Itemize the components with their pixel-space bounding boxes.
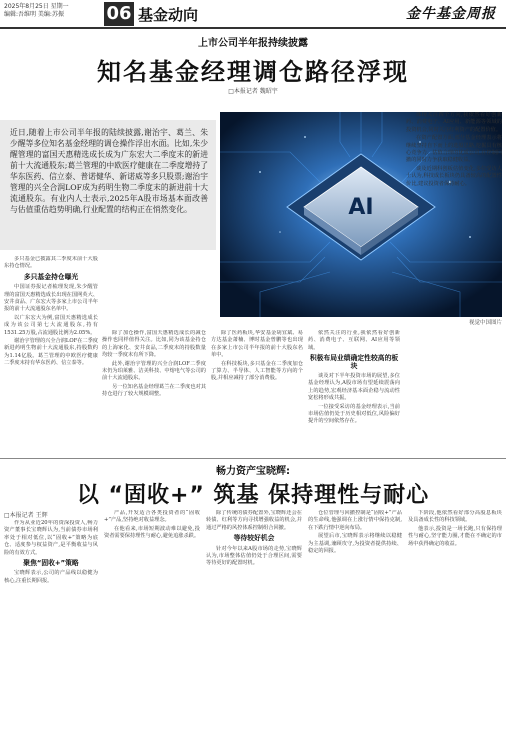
- article1-subheading-2: 积极布局业绩确定性较高的板块: [309, 354, 399, 370]
- paragraph: 作为从业近20年的资深投资人,畅力资产董事长宝晓辉认为,当前债券市场利率处于相对低位,以“固收+”策略为底仓、适度参与权益资产,是平衡收益与风险的有效方式。: [4, 520, 98, 556]
- section-title: 基金动向: [138, 6, 199, 24]
- paragraph: 依然关注的行业,我依然看好创新药、消费电子、互联网、AI应用等领域。: [308, 330, 400, 351]
- paragraph: 在科技板块,多只基金在二季度加仓了算力、半导体、人工智能等方向的个股,并相应减持了部分消费股。: [211, 360, 303, 382]
- paragraph: 仓位管理与回撤控制是“固收+”产品的生命线,他强调在上涨行情中保持克制,在下跌行情中逆向布局。: [308, 510, 402, 531]
- article1-byline: □本报记者 魏昭宇: [228, 88, 278, 95]
- article2-byline: □本报记者 王辉: [4, 512, 48, 519]
- paragraph: 展望后市,宝晓辉表示将继续以稳健为主基调,兼顾攻守,为投资者提供持续、稳定的回报。: [308, 533, 402, 555]
- article1-column-2: [102, 330, 206, 454]
- paragraph: 另一位知名基金经理葛兰在二季度也对其持仓进行了较大规模调整。: [102, 383, 206, 398]
- paragraph: 以广东宏大为例,富国天惠精选成长成为该公司第七大流通股东,持有1531.25万股,占流通股比例为2.05%。: [4, 314, 98, 336]
- article1-column-5: [406, 112, 502, 454]
- article2-title: 以 “固收+” 筑基 保持理性与耐心: [76, 483, 430, 508]
- paragraph: 除了医药板块,华安基金胡宜斌、易方达基金萧楠、博时基金曾鹏等也出现在多家上市公司半年报的前十大股东名单中。: [211, 330, 303, 359]
- article1-lead: 近日,随着上市公司半年报的陆续披露,谢治宇、葛兰、朱少醒等多位知名基金经理的调仓操作浮出水面。比如,朱少醒管理的富国天惠精选成长成为广东宏大二季度末的新进前十大流通股东;葛兰管理的中欧医疗健康在二季度增持了华东医药、信立泰、普诺健华、新诺威等多只股票;谢治宇管理的兴全合润LOF成为药明生物二季度末的新进前十大流通股东。有业内人士表示,2025年A股市场基本面改善与估值重估趋势明确,行业配置的结构正在悄然变化。: [10, 128, 208, 214]
- article2-column-3: [206, 510, 302, 746]
- article2-column-1: [4, 520, 98, 746]
- paragraph: 体现关注四个方向,我依然看好创新药、消费电子、AI应用、新能源等领域的投资机会,同时关注红利资产的配置价值。: [406, 112, 502, 133]
- header-rule: [0, 27, 506, 29]
- paragraph: 下阶段,他依然看好部分高股息板块及具备成长性的科技领域。: [408, 510, 502, 524]
- article-separator: [0, 458, 506, 459]
- paragraph: 除了传统的债券配置外,宝晓辉还会在转债、红利等方向寻找增强收益的机会,并通过严格的风控体系控制组合回撤。: [206, 510, 302, 531]
- masthead-logo: 金牛基金周报: [406, 6, 496, 22]
- article2-supertitle: 畅力资产宝晓辉:: [216, 466, 290, 477]
- article1-column-3: [211, 330, 303, 454]
- paragraph: 多只基金已披露其二季度末前十大股东持仓情况。: [4, 256, 98, 270]
- paragraph: 在他看来,市场短期波动难以避免,投资者需要保持理性与耐心,避免追涨杀跌。: [104, 525, 200, 540]
- article1-lead-box: [0, 120, 216, 250]
- editor-line: 编辑:吾维明 美编:苏振: [4, 11, 64, 18]
- issue-date: [4, 3, 99, 19]
- svg-text:AI: AI: [348, 195, 374, 220]
- article1-title: 知名基金经理调仓路径浮现: [97, 58, 409, 86]
- article1-column-4: [308, 330, 400, 454]
- paragraph: 此外,谢治宇管理的兴全合润LOF二季度末仍为珀莱雅、洁美科技、中熔电气等公司的前十大流通股东。: [102, 360, 206, 382]
- page-header: [0, 0, 506, 30]
- paragraph: 他表示,投资是一场长跑,只有保持理性与耐心,坚守能力圈,才能在不确定的市场中获得确定的收益。: [408, 525, 502, 547]
- article2-subheading-1: 聚焦“固收+”策略: [23, 559, 79, 568]
- date-line: 2025年8月25日 星期一: [4, 3, 69, 10]
- paragraph: 除了加仓操作,富国天惠精选成长的减仓操作也同样值得关注。比如,同为该基金持仓的上海家化、安井食品,二季度末的持股数量均较一季度末有所下降。: [102, 330, 206, 359]
- paragraph: 针对今年以来A股市场的走势,宝晓辉认为,市场整体估值仍处于合理区间,需要等待更好的配置时机。: [206, 545, 302, 567]
- paragraph: 谢治宇管理的兴全合润LOF在二季度新进药明生物前十大流通股东,持股数约为1.14亿股。葛兰管理的中欧医疗健康二季度末持有华东医药、信立泰等。: [4, 338, 98, 367]
- page-number: 06: [104, 2, 134, 26]
- article2-subheading-2: 等待较好机会: [233, 534, 275, 543]
- paragraph: 产品,开发适合各类投资者的“固收+”产品,坚持绝对收益理念。: [104, 510, 200, 524]
- article1-subheading-1: 多只基金持仓曝光: [23, 272, 79, 281]
- article2-column-5: [408, 510, 502, 746]
- paragraph: 一位接受采访的基金经理表示,当前市场估值仍处于历史相对低位,风险偏好提升的空间依然存在。: [308, 403, 400, 425]
- paragraph: 宝晓辉表示,公司的产品线以稳健为核心,注重长期回报。: [4, 570, 98, 584]
- paragraph: 中国证券报记者梳理发现,朱少醒管理的富国天惠精选成长出现在国网英大、安井食品、广东宏大等多家上市公司半年报的前十大流通股东名单中。: [4, 284, 98, 313]
- article2-column-2: [104, 510, 200, 746]
- paragraph: 谈及近期科创板估值变化,多位受访人士认为,科技成长板块仍具备较高的配置性价比,建议投资者保持耐心。: [406, 165, 502, 187]
- photo-caption: 视觉中国图片: [468, 320, 502, 326]
- paragraph: 在资产配置方面,部分基金经理表示将继续坚持自下而上的选股思路,挖掘具有核心竞争力、估值合理的优质公司,在控制回撤的同时力争获取稳健收益。: [406, 135, 502, 164]
- article1-column-1: [4, 256, 98, 454]
- article1-supertitle: 上市公司半年报持续披露: [198, 38, 308, 49]
- article2-column-4: [308, 510, 402, 746]
- paragraph: 谈及对下半年投资市场的展望,多位基金经理认为,A股市场有望延续震荡向上的趋势,宏观经济基本面企稳与流动性宽松将形成共振。: [308, 373, 400, 402]
